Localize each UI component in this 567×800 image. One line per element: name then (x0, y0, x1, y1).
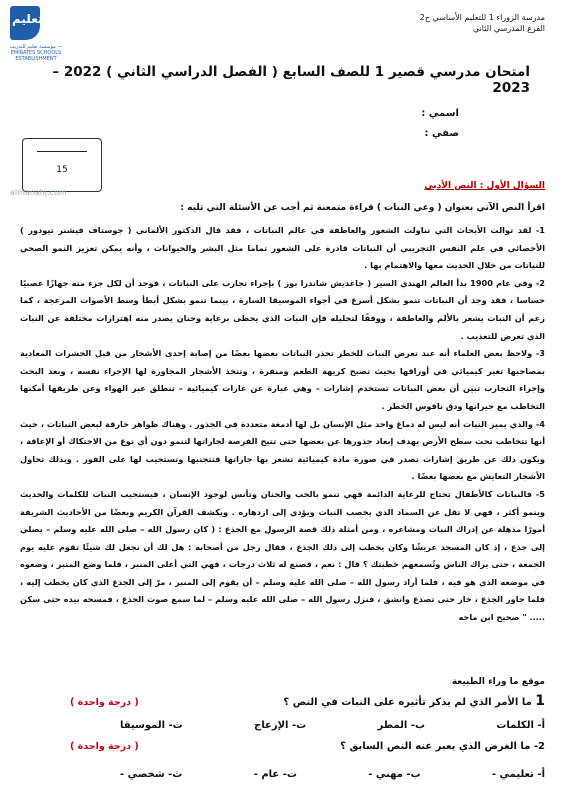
question-2-option-a[interactable]: أ- تعليمي - (491, 769, 545, 780)
passage-paragraph-5: 5- فالنباتات كالأطفال تحتاج للرعاية الدائمة فهي تنمو بالحب والحنان وتأنس لوجود الإنسان ، فيستجيب النبات للكلمات والحديث وينمو أكثر ، فهي لا تقل عن السماد الذي يخصب النبات ويؤدي إلى ازدهاره . ويكشف القرآن الكريم وبعضًا من الأحاديث الشريفة أمورًا مذهلة عن إدراك النبات ومشاعره ، ومن أمثلة ذلك قصة الرسول مع الجذع : ( كان رسول الله – صلى الله عليه وسلم – يصلي إلى جذع ، إذ كان المسجد عريشًا وكان يخطب إلى ذلك الجذع ، فقال رجل من أصحابه : هل لك أن نجعل لك شيئًا تقوم عليه يوم الجمعة ، حتى يراك الناس وتُسمعهم خطبتك ؟ قال : نعم ، فصنع له ثلاث درجات ، فهي التي أعلى المنبر ، فلما وضع المنبر ، وضعوه في موضعه الذي هو فيه ، فلما أراد رسول الله – صلى الله عليه وسلم – أن يقوم إلى المنبر ، مرّ إلى الجذع الذي كان يخطب إليه ، فلما جاوز الجذع ، خار حتى تصدع وانشق ، فنزل رسول الله – صلى الله عليه وسلم – لما سمع صوت الجذع ، فمسحه بيده حتى سكن ..... " صحيح ابن ماجه (20, 488, 545, 623)
grade-box (22, 138, 102, 192)
question-1-text: ما الأمر الذي لم يذكر تأثيره على النبات في النص ؟ (283, 697, 532, 708)
question-2 (340, 741, 545, 752)
question-1-options (120, 720, 545, 731)
class-field-label: صفي : (424, 128, 459, 139)
school-name: مدرسة الزوراء 1 للتعليم الأساسي ح2 (419, 13, 545, 22)
question-1-marks: ( درجة واحدة ) (70, 697, 139, 708)
question-1-option-d[interactable]: ث- الموسيقا (120, 720, 183, 731)
grade-total: 15 (56, 165, 68, 175)
passage-paragraph-3: 3- ولاحظ بعض العلماء أنه عند تعرض النبات للخطر تحذر النباتات بعضها بعضًا من إصابة إحدى الأشجار من قبل الحشرات المعادية بمصاحبها تغير كيميائي في أوراقها بحيث تصبح كريهة الطعم ومنفرة ، وتتخذ الأشجار المجاورة لها الإجراء نفسه ، وبعد البحث وإجراء التجارب تبين أن بعض النباتات تستخدم إشارات – وهي عبارة عن غازات كيميائية – تنطلق عبر الهواء وعن طريقها أمكنها التخاطب مع جيرانها ودق ناقوس الخطر . (20, 348, 545, 411)
section-heading: السؤال الأول : النص الأدبي (424, 181, 545, 191)
school-branch: الفرع المدرسي الثاني (472, 24, 545, 33)
passage-paragraph-2: 2- وفي عام 1900 بدأ العالم الهندي السير ( جاغديش شاندرا بوز ) بإجراء تجارب على النباتات ، فوجد أن لكل جزء منه جهازًا عصبيًا حساسا ، فقد وجد أن النباتات تنمو بشكل أسرع في أجواء الموسيقا السارة ، بينما تنمو بشكل أبطأ وسط الأصوات المزعجة ، كما زعم أن النبات يشعر بالألم والعاطفة ، ووفقًا لتحليله فإن النبات الذي يحظى برعاية وحنان يصدر منه اهتزازات مختلفة عن النبات الذي تعرض للتعذيب . (20, 277, 545, 341)
passage-paragraph-1: 1- لقد توالت الأبحاث التي تناولت الشعور والعاطفة في عالم النباتات ، فقد قال الدكتور الألماني ( جوستاف فيشنر تيودور ) الأخصائي في علم النفس التجريبي أن النباتات قادرة على الشعور تماما مثل البشر والحيوانات ، وأنه يمكن تعزيز النمو الصحي للنباتات من خلال الحديث معها والاهتمام بها . (20, 225, 545, 271)
watermark: almanahj.com (10, 188, 67, 197)
question-2-marks: ( درجة واحدة ) (70, 741, 139, 752)
question-2-option-d[interactable]: ث- شخصي - (120, 769, 183, 780)
logo-text: تعليم (12, 12, 43, 26)
question-1 (283, 693, 545, 709)
exam-title: امتحان مدرسي قصير 1 للصف السابع ( الفصل الدراسي الثاني ) 2022 – 2023 (52, 64, 530, 96)
name-field-label: اسمي : (421, 108, 459, 119)
grade-score-line (37, 151, 87, 152)
logo-subtitle: مؤسسة تعليم للتدريب — EMIRATES SCHOOLS ESTABLISHMENT (9, 44, 63, 62)
tamleek-logo (6, 6, 68, 64)
question-1-option-a[interactable]: أ- الكلمات (496, 720, 545, 731)
question-1-option-b[interactable]: ب- المطر (377, 720, 426, 731)
question-1-option-c[interactable]: ت- الإزعاج (254, 720, 307, 731)
question-2-option-c[interactable]: ت- عام - (253, 769, 297, 780)
question-2-options (120, 769, 545, 780)
passage-source: موقع ما وراء الطبيعة (451, 677, 545, 687)
reading-passage (20, 222, 545, 627)
question-2-text: ما الغرض الذي يعبر عنه النص السابق ؟ (340, 741, 531, 752)
question-2-number: 2- (533, 741, 545, 752)
passage-paragraph-4: 4- والذي يميز النبات أنه ليس له دماغ واحد مثل الإنسان بل لها أدمغة متعددة في الجذور . وهناك ظواهر خارقة لبعض النباتات ، حيث أنها تتخاطب تحت سطح الأرض بهدف إبعاد جذورها عن بعضها حتى تتيح الفرصة لجاراتها لتنمو دون أي نوع من الاحتكاك أو الإعاقة ، ويكون ذلك عن طريق إشارات تصدر في صورة مادة كيميائية تشعر بها جاراتها فتتجنبها وتستجيب لها على الفور . وبذلك تحاول الأشجار التعايش مع بعضها بعضًا . (20, 418, 545, 482)
school-header (420, 12, 545, 34)
question-1-number: 1 (535, 693, 545, 709)
question-2-option-b[interactable]: ب- مهني - (368, 769, 421, 780)
section-instructions: اقرأ النص الآتي بعنوان ( وعي النبات ) قراءة متمعنة ثم أجب عن الأسئلة التي تليه : (180, 203, 545, 213)
